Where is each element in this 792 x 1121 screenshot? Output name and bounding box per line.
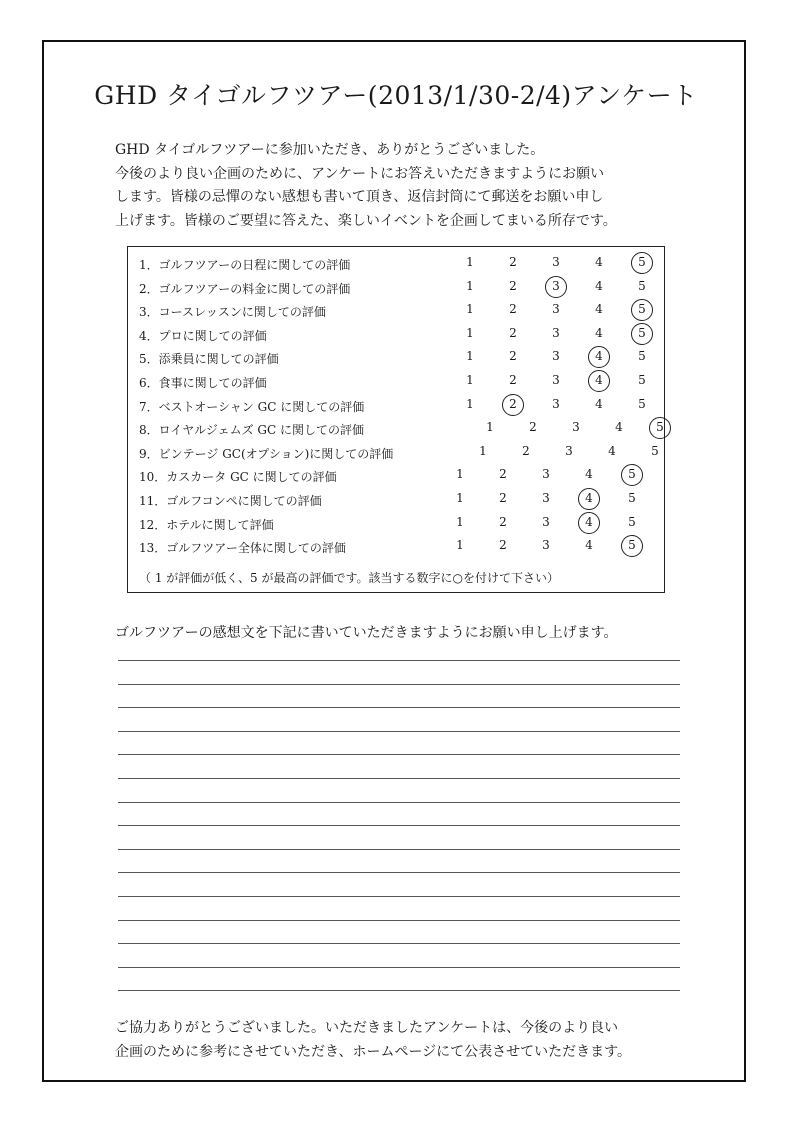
rating-option-5[interactable]: 5 <box>651 443 659 458</box>
rating-option-5[interactable]: 5 <box>632 326 652 340</box>
rating-row <box>128 371 664 395</box>
rating-row <box>128 442 664 466</box>
comment-line[interactable] <box>118 849 680 850</box>
rating-row <box>128 253 664 277</box>
comment-line[interactable] <box>118 731 680 732</box>
rating-option-1[interactable]: 1 <box>456 467 464 482</box>
question-label: 1．ゴルフツアーの日程に関しての評価 <box>139 258 351 272</box>
rating-option-3[interactable]: 3 <box>552 255 560 269</box>
rating-option-5[interactable]: 5 <box>650 420 670 434</box>
rating-option-2[interactable]: 2 <box>509 255 517 269</box>
rating-row <box>128 513 664 537</box>
rating-option-5[interactable]: 5 <box>628 491 636 505</box>
question-label: 10．カスカータ GC に関しての評価 <box>139 470 337 485</box>
rating-option-3[interactable]: 3 <box>565 443 573 458</box>
closing-line: 企画のために参考にさせていただき、ホームページにて公表させていただきます。 <box>115 1044 632 1060</box>
rating-option-2[interactable]: 2 <box>499 491 507 505</box>
rating-option-4[interactable]: 4 <box>579 491 599 505</box>
rating-option-3[interactable]: 3 <box>546 279 566 293</box>
rating-option-1[interactable]: 1 <box>466 396 474 411</box>
rating-option-2[interactable]: 2 <box>509 278 517 293</box>
rating-option-5[interactable]: 5 <box>632 302 652 316</box>
rating-row <box>128 418 664 442</box>
rating-option-1[interactable]: 1 <box>466 349 474 364</box>
rating-option-1[interactable]: 1 <box>466 255 474 269</box>
rating-row <box>128 277 664 301</box>
rating-option-3[interactable]: 3 <box>542 514 550 529</box>
rating-option-1[interactable]: 1 <box>456 514 464 529</box>
rating-option-1[interactable]: 1 <box>456 491 464 505</box>
rating-option-5[interactable]: 5 <box>638 349 646 364</box>
comment-line[interactable] <box>118 872 680 873</box>
rating-option-5[interactable]: 5 <box>638 396 646 411</box>
closing-line: ご協力ありがとうございました。いただきましたアンケートは、今後のより良い <box>115 1020 619 1036</box>
question-label: 9．ビンテージ GC(オプション)に関しての評価 <box>139 446 394 461</box>
intro-line: GHD タイゴルフツアーに参加いただき、ありがとうございました。 <box>115 142 545 158</box>
comment-line[interactable] <box>118 754 680 755</box>
rating-option-2[interactable]: 2 <box>499 538 507 553</box>
rating-option-3[interactable]: 3 <box>542 491 550 505</box>
rating-option-2[interactable]: 2 <box>499 467 507 482</box>
rating-option-2[interactable]: 2 <box>529 420 537 435</box>
comment-line[interactable] <box>118 943 680 944</box>
rating-option-1[interactable]: 1 <box>479 443 487 458</box>
comment-line[interactable] <box>118 896 680 897</box>
question-label: 6．食事に関しての評価 <box>139 376 267 390</box>
comment-line[interactable] <box>118 778 680 779</box>
rating-row <box>128 395 664 419</box>
rating-option-3[interactable]: 3 <box>552 349 560 364</box>
closing-text <box>115 1016 715 1064</box>
rating-option-2[interactable]: 2 <box>503 397 523 411</box>
comment-prompt: ゴルフツアーの感想文を下記に書いていただきますようにお願い申し上げます。 <box>115 625 618 641</box>
rating-row <box>128 300 664 324</box>
rating-option-5[interactable]: 5 <box>638 278 646 293</box>
rating-option-3[interactable]: 3 <box>542 538 550 553</box>
question-label: 2．ゴルフツアーの料金に関しての評価 <box>139 281 351 296</box>
rating-option-5[interactable]: 5 <box>632 255 652 269</box>
rating-table <box>127 246 665 593</box>
rating-option-3[interactable]: 3 <box>552 396 560 411</box>
intro-line: 今後のより良い企画のために、アンケートにお答えいただきますようにお願い <box>115 165 605 182</box>
rating-option-2[interactable]: 2 <box>509 349 517 364</box>
rating-option-4[interactable]: 4 <box>585 538 593 553</box>
comment-line[interactable] <box>118 684 680 685</box>
rating-option-5[interactable]: 5 <box>628 514 636 529</box>
rating-option-4[interactable]: 4 <box>595 325 603 340</box>
comment-line[interactable] <box>118 990 680 991</box>
rating-option-2[interactable]: 2 <box>509 302 517 317</box>
comment-line[interactable] <box>118 967 680 968</box>
intro-line: します。皆様の忌憚のない感想も書いて頂き、返信封筒にて郵送をお願い申し <box>115 189 604 205</box>
rating-option-2[interactable]: 2 <box>499 514 507 529</box>
rating-option-4[interactable]: 4 <box>579 515 599 529</box>
rating-option-5[interactable]: 5 <box>622 467 642 481</box>
rating-option-1[interactable]: 1 <box>466 302 474 317</box>
rating-option-3[interactable]: 3 <box>542 467 550 482</box>
question-label: 7．ベストオーシャン GC に関しての評価 <box>139 399 365 414</box>
intro-text <box>115 139 705 233</box>
comment-line[interactable] <box>118 660 680 661</box>
rating-option-1[interactable]: 1 <box>466 325 474 340</box>
question-label: 8．ロイヤルジェムズ GC に関しての評価 <box>139 423 365 438</box>
rating-option-4[interactable]: 4 <box>589 373 609 387</box>
comment-line[interactable] <box>118 802 680 803</box>
rating-option-2[interactable]: 2 <box>509 325 517 340</box>
rating-row <box>128 465 664 489</box>
rating-option-5[interactable]: 5 <box>622 538 642 552</box>
comment-line[interactable] <box>118 920 680 921</box>
rating-option-3[interactable]: 3 <box>572 420 580 435</box>
comment-line[interactable] <box>118 825 680 826</box>
rating-row <box>128 536 664 560</box>
rating-option-1[interactable]: 1 <box>466 373 474 387</box>
rating-option-4[interactable]: 4 <box>595 302 603 317</box>
rating-option-4[interactable]: 4 <box>595 396 603 411</box>
survey-title: GHD タイゴルフツアー(2013/1/30-2/4)アンケート <box>94 81 698 110</box>
rating-note: （ 1 が評価が低く、5 が最高の評価です。該当する数字に○を付けて下さい） <box>139 571 559 585</box>
intro-line: 上げます。皆様のご要望に答えた、楽しいイベントを企画してまいる所存です。 <box>115 212 617 229</box>
rating-option-4[interactable]: 4 <box>615 420 623 435</box>
rating-option-5[interactable]: 5 <box>638 373 646 387</box>
rating-row <box>128 489 664 513</box>
rating-row <box>128 324 664 348</box>
rating-option-3[interactable]: 3 <box>552 302 560 317</box>
question-label: 13．ゴルフツアー全体に関しての評価 <box>139 541 346 556</box>
rating-option-2[interactable]: 2 <box>522 443 530 458</box>
rating-option-1[interactable]: 1 <box>486 420 494 435</box>
rating-option-4[interactable]: 4 <box>595 278 603 293</box>
rating-option-3[interactable]: 3 <box>552 373 560 387</box>
question-label: 3．コースレッスンに関しての評価 <box>139 305 326 320</box>
rating-option-4[interactable]: 4 <box>585 467 593 482</box>
rating-option-4[interactable]: 4 <box>589 349 609 363</box>
rating-option-4[interactable]: 4 <box>608 443 616 458</box>
rating-option-1[interactable]: 1 <box>456 538 464 553</box>
question-label: 4．プロに関しての評価 <box>139 328 267 343</box>
comment-line[interactable] <box>118 707 680 708</box>
rating-option-1[interactable]: 1 <box>466 278 474 293</box>
rating-row <box>128 347 664 371</box>
rating-option-4[interactable]: 4 <box>595 255 603 269</box>
question-label: 11．ゴルフコンペに関しての評価 <box>139 494 322 508</box>
question-label: 5．添乗員に関しての評価 <box>139 352 279 367</box>
rating-option-2[interactable]: 2 <box>509 373 517 387</box>
question-label: 12．ホテルに関して評価 <box>139 517 274 532</box>
rating-option-3[interactable]: 3 <box>552 325 560 340</box>
